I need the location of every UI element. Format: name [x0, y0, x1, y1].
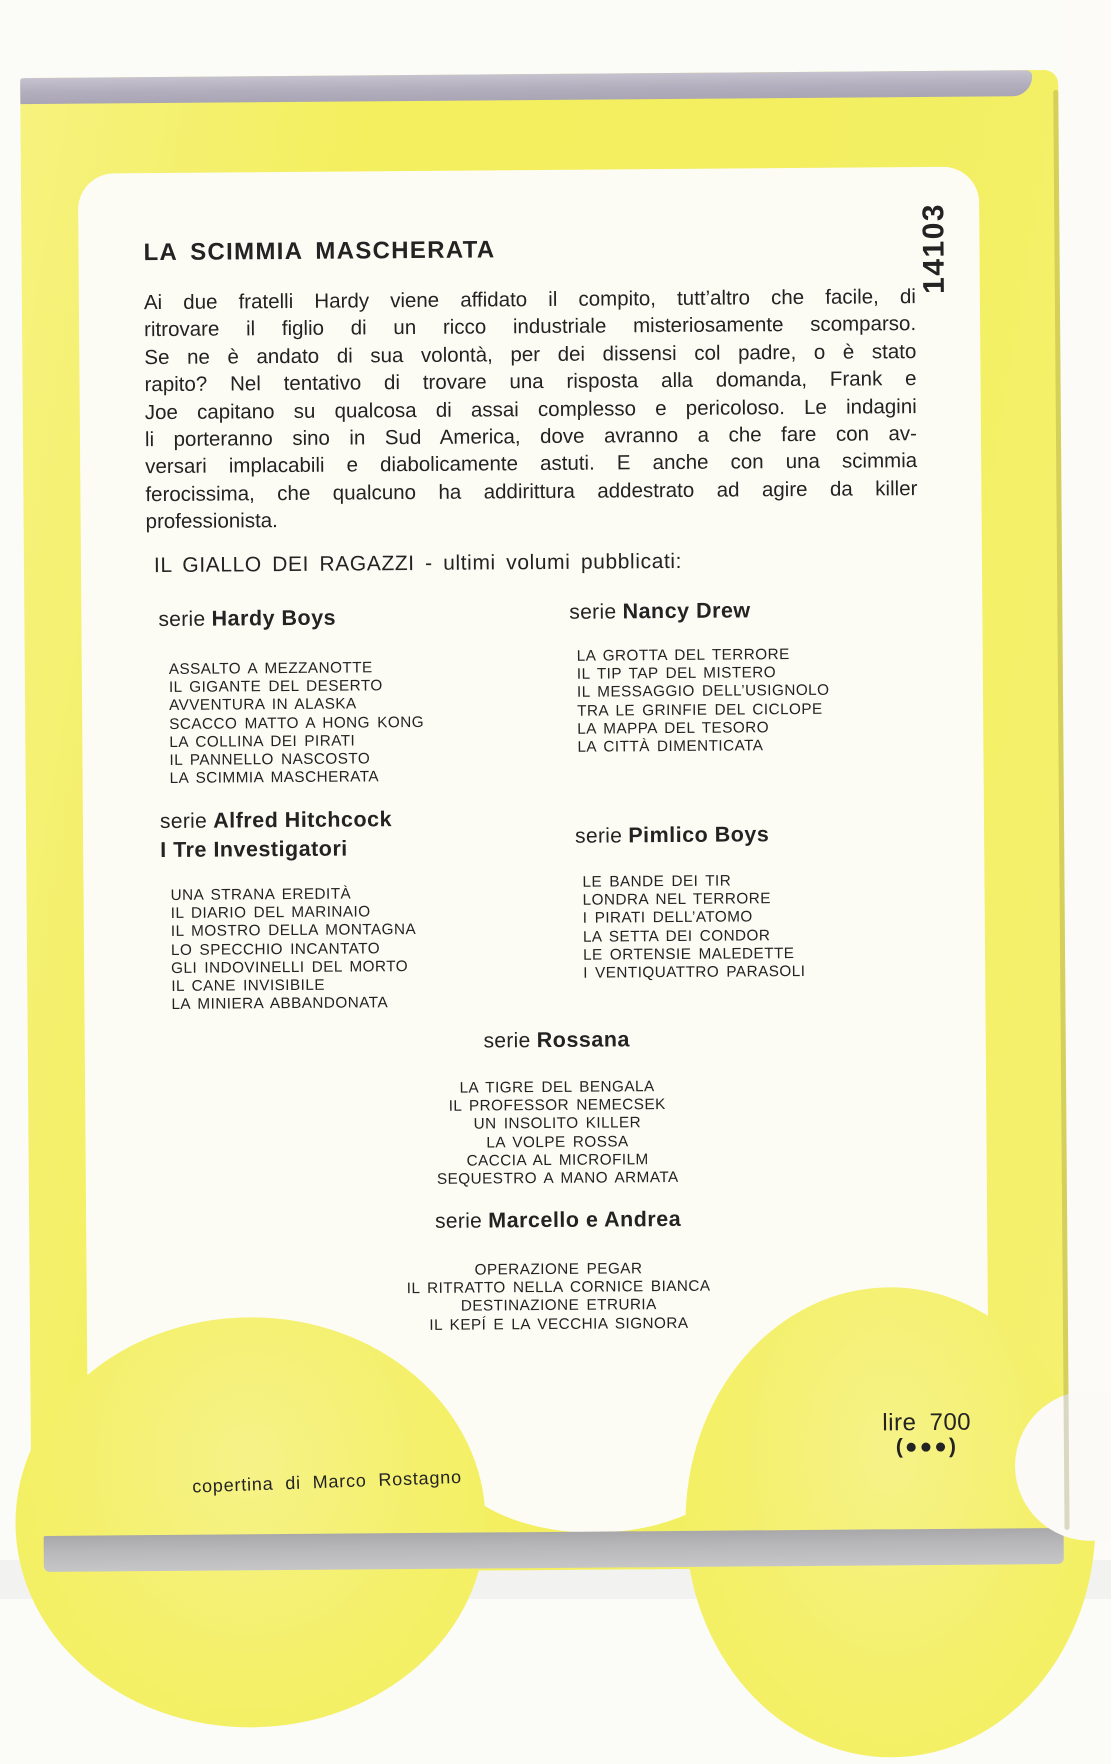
series-block-rossana — [297, 1024, 818, 1190]
book-title-item: LA SETTA DEI CONDOR — [582, 926, 771, 946]
book-back-cover — [20, 70, 1070, 1574]
price-dots: (●●●) — [895, 1434, 959, 1459]
series-header-nancy-drew — [569, 596, 750, 626]
book-title-item: LA MINIERA ABBANDONATA — [171, 994, 389, 1014]
spine-top-band — [20, 70, 1032, 104]
book-title-item: IL PROFESSOR NEMECSEK — [448, 1096, 666, 1115]
book-title-item: LA COLLINA DEI PIRATI — [169, 732, 356, 751]
series-label: serie — [569, 600, 617, 624]
blurb-line: li porteranno sino in Sud America, dove avranno a che fare con av- — [144, 422, 918, 452]
book-title-item: GLI INDOVINELLI DEL MORTO — [171, 957, 409, 977]
book-title-item: I VENTIQUATTRO PARASOLI — [583, 962, 806, 982]
wave-decoration-right — [684, 1286, 1098, 1759]
book-title-item: ASSALTO A MEZZANOTTE — [168, 659, 373, 678]
book-title-item: IL MESSAGGIO DELL’USIGNOLO — [576, 682, 830, 702]
book-title-item: LONDRA NEL TERRORE — [582, 890, 771, 909]
cover-credit: copertina di Marco Rostagno — [191, 1466, 463, 1497]
book-title-item: LA SCIMMIA MASCHERATA — [169, 768, 380, 788]
blurb-line: ritrovare il figlio di un ricco industriale misteriosamente scomparso. — [144, 312, 917, 342]
series-header-line — [160, 834, 392, 865]
book-title-item: LO SPECCHIO INCANTATO — [170, 939, 381, 959]
series-name: Nancy Drew — [622, 598, 751, 624]
book-title-item: LA MAPPA DEL TESORO — [577, 719, 770, 738]
book-title-item: LA GROTTA DEL TERRORE — [576, 646, 790, 665]
series-name-2: I Tre Investigatori — [160, 836, 348, 863]
book-title-item: IL DIARIO DEL MARINAIO — [170, 903, 371, 923]
series-titles-hardy-boys — [169, 659, 425, 788]
series-titles-alfred-hitchcock — [170, 885, 416, 1014]
book-title-item: LA VOLPE ROSSA — [486, 1132, 629, 1152]
book-title-item: LE BANDE DEI TIR — [582, 872, 732, 891]
series-header-hardy-boys — [158, 604, 336, 634]
blurb-line: Se ne è andato di sua volontà, per dei dissensi col padre, o è stato — [144, 339, 917, 369]
series-titles-pimlico-boys — [582, 872, 805, 983]
blurb-line: Ai due fratelli Hardy viene affidato il compito, tutt’altro che facile, di — [143, 285, 916, 315]
series-label: serie — [483, 1029, 531, 1053]
book-title-item: IL TIP TAP DEL MISTERO — [576, 664, 777, 683]
series-label: serie — [434, 1209, 483, 1233]
series-name: Rossana — [536, 1027, 630, 1053]
book-title-item: DESTINAZIONE ETRURIA — [460, 1296, 657, 1316]
series-header-rossana — [297, 1024, 817, 1057]
scan-background-right — [1066, 0, 1111, 1599]
series-block-marcello-e-andrea — [298, 1204, 819, 1336]
series-name: Hardy Boys — [211, 605, 337, 631]
book-title-item: CACCIA AL MICROFILM — [466, 1151, 649, 1170]
series-name: Pimlico Boys — [628, 822, 770, 848]
book-title-item: LA CITTÀ DIMENTICATA — [577, 737, 764, 756]
blurb-line: versari implacabili e diabolicamente astuti. E anche con una scimmia — [145, 449, 918, 479]
book-title-item: IL GIGANTE DEL DESERTO — [168, 677, 383, 697]
book-title-item: IL RITRATTO NELLA CORNICE BIANCA — [406, 1277, 711, 1298]
blurb-line: professionista. — [145, 509, 278, 534]
book-title: LA SCIMMIA MASCHERATA — [143, 236, 496, 267]
book-title-item: LA TIGRE DEL BENGALA — [459, 1078, 655, 1097]
series-label: serie — [575, 824, 623, 848]
book-title-item: IL CANE INVISIBILE — [171, 976, 325, 995]
book-title-item: OPERAZIONE PEGAR — [474, 1260, 643, 1279]
book-title-item: TRA LE GRINFIE DEL CICLOPE — [577, 700, 823, 720]
price-label: lire 700 — [882, 1408, 972, 1437]
blurb-line: ferocissima, che qualcuno ha addirittura addestrato ad agire da killer — [145, 476, 918, 506]
series-label: serie — [159, 809, 208, 834]
book-title-item: UNA STRANA EREDITÀ — [170, 885, 352, 904]
series-label: serie — [158, 607, 206, 632]
book-title-item: LE ORTENSIE MALEDETTE — [582, 944, 795, 964]
back-cover-blurb — [144, 283, 918, 536]
book-title-item: AVVENTURA IN ALASKA — [169, 695, 357, 715]
series-header-line — [160, 805, 392, 836]
blurb-line: Joe capitano su qualcosa di assai complesso e pericoloso. Le indagini — [144, 394, 917, 424]
book-title-item: IL MOSTRO DELLA MONTAGNA — [170, 921, 417, 941]
book-title-item: IL KEPÍ E LA VECCHIA SIGNORA — [429, 1314, 689, 1334]
series-titles-rossana — [297, 1077, 818, 1190]
book-title-item: SCACCO MATTO A HONG KONG — [169, 713, 425, 733]
series-name: Marcello e Andrea — [488, 1206, 682, 1233]
price — [861, 1409, 993, 1460]
series-header-alfred-hitchcock — [160, 805, 392, 865]
book-title-item: SEQUESTRO A MANO ARMATA — [436, 1168, 679, 1188]
series-header-marcello-e-andrea — [298, 1204, 818, 1237]
blurb-line: rapito? Nel tentativo di trovare una risposta alla domanda, Frank e — [144, 367, 917, 397]
catalog-heading: IL GIALLO DEI RAGAZZI - ultimi volumi pubblicati: — [153, 549, 683, 578]
book-title-item: I PIRATI DELL’ATOMO — [582, 908, 753, 928]
wave-decoration-left — [14, 1315, 487, 1729]
series-name: Alfred Hitchcock — [213, 807, 393, 833]
series-titles-nancy-drew — [577, 646, 830, 757]
series-header-pimlico-boys — [575, 820, 769, 851]
book-title-item: UN INSOLITO KILLER — [473, 1114, 642, 1133]
book-title-item: IL PANNELLO NASCOSTO — [169, 750, 371, 769]
catalog-number: 14103 — [917, 202, 951, 295]
series-titles-marcello-e-andrea — [298, 1259, 819, 1336]
